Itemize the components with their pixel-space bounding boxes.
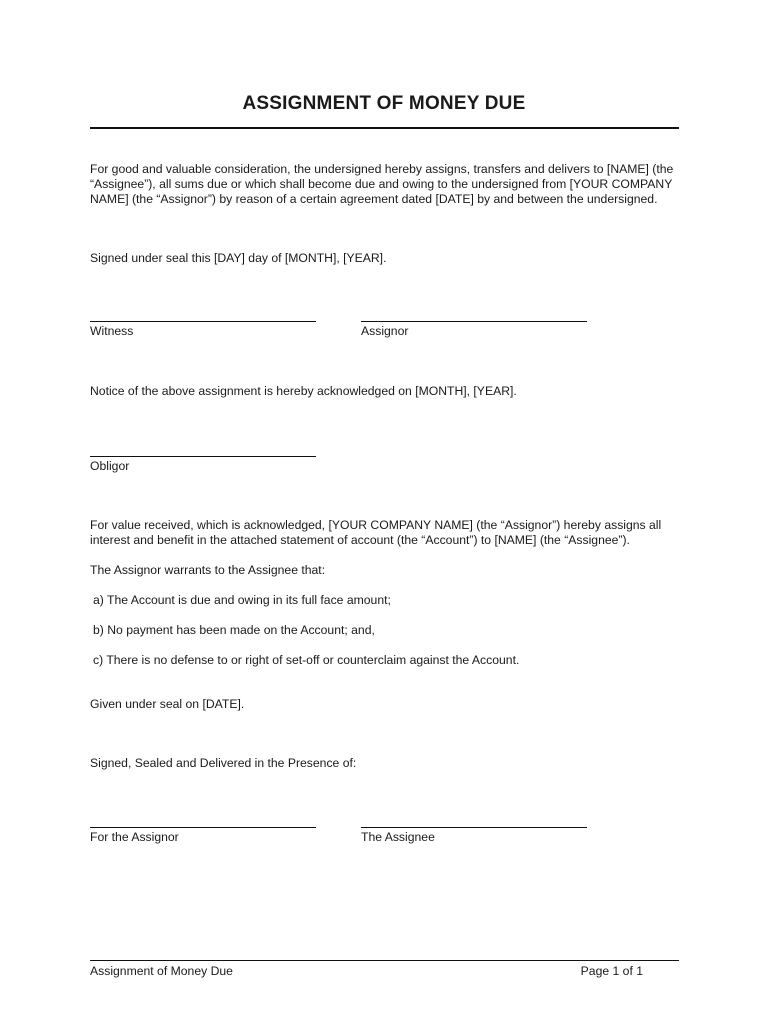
footer-document-title: Assignment of Money Due [90,964,233,978]
signed-under-seal-text: Signed under seal this [DAY] day of [MONTH], [YEAR]. [90,251,387,265]
assignor-label: Assignor [361,324,409,338]
witness-label: Witness [90,324,134,338]
witness-signature-line [90,321,316,322]
footer-page-number: Page 1 of 1 [580,964,643,978]
for-the-assignor-label: For the Assignor [90,830,179,844]
document-title: ASSIGNMENT OF MONEY DUE [242,93,526,114]
intro-paragraph: For good and valuable consideration, the undersigned hereby assigns, transfers and delivers to [NAME] (the “Assignee”), all sums due or which shall become due and owing to the undersigned from [YOUR COMPANY NAME] (the “Assignor”) by reason of a certain agreement dated [DATE] by and between the undersigned. [90,162,674,206]
the-assignee-label: The Assignee [361,830,435,844]
obligor-label: Obligor [90,459,130,473]
warranty-item: b) No payment has been made on the Account; and, [93,623,375,637]
footer-divider [90,960,679,961]
warranty-item: c) There is no defense to or right of set-off or counterclaim against the Account. [93,653,520,667]
title-divider [90,127,679,129]
notice-text: Notice of the above assignment is hereby acknowledged on [MONTH], [YEAR]. [90,384,517,398]
value-received-paragraph: For value received, which is acknowledged, [YOUR COMPANY NAME] (the “Assignor”) hereby assigns all interest and benefit in the attached statement of account (the “Account”) to [NAME] (the “Assignee”). [90,518,662,547]
assignee-signature-line [361,827,587,828]
obligor-signature-line [90,456,316,457]
signed-sealed-delivered-text: Signed, Sealed and Delivered in the Presence of: [90,756,357,770]
given-under-seal-text: Given under seal on [DATE]. [90,697,245,711]
warrants-intro-text: The Assignor warrants to the Assignee that: [90,563,326,577]
assignor-signature-line [90,827,316,828]
warranty-item: a) The Account is due and owing in its full face amount; [93,593,391,607]
assignor-signature-line [361,321,587,322]
